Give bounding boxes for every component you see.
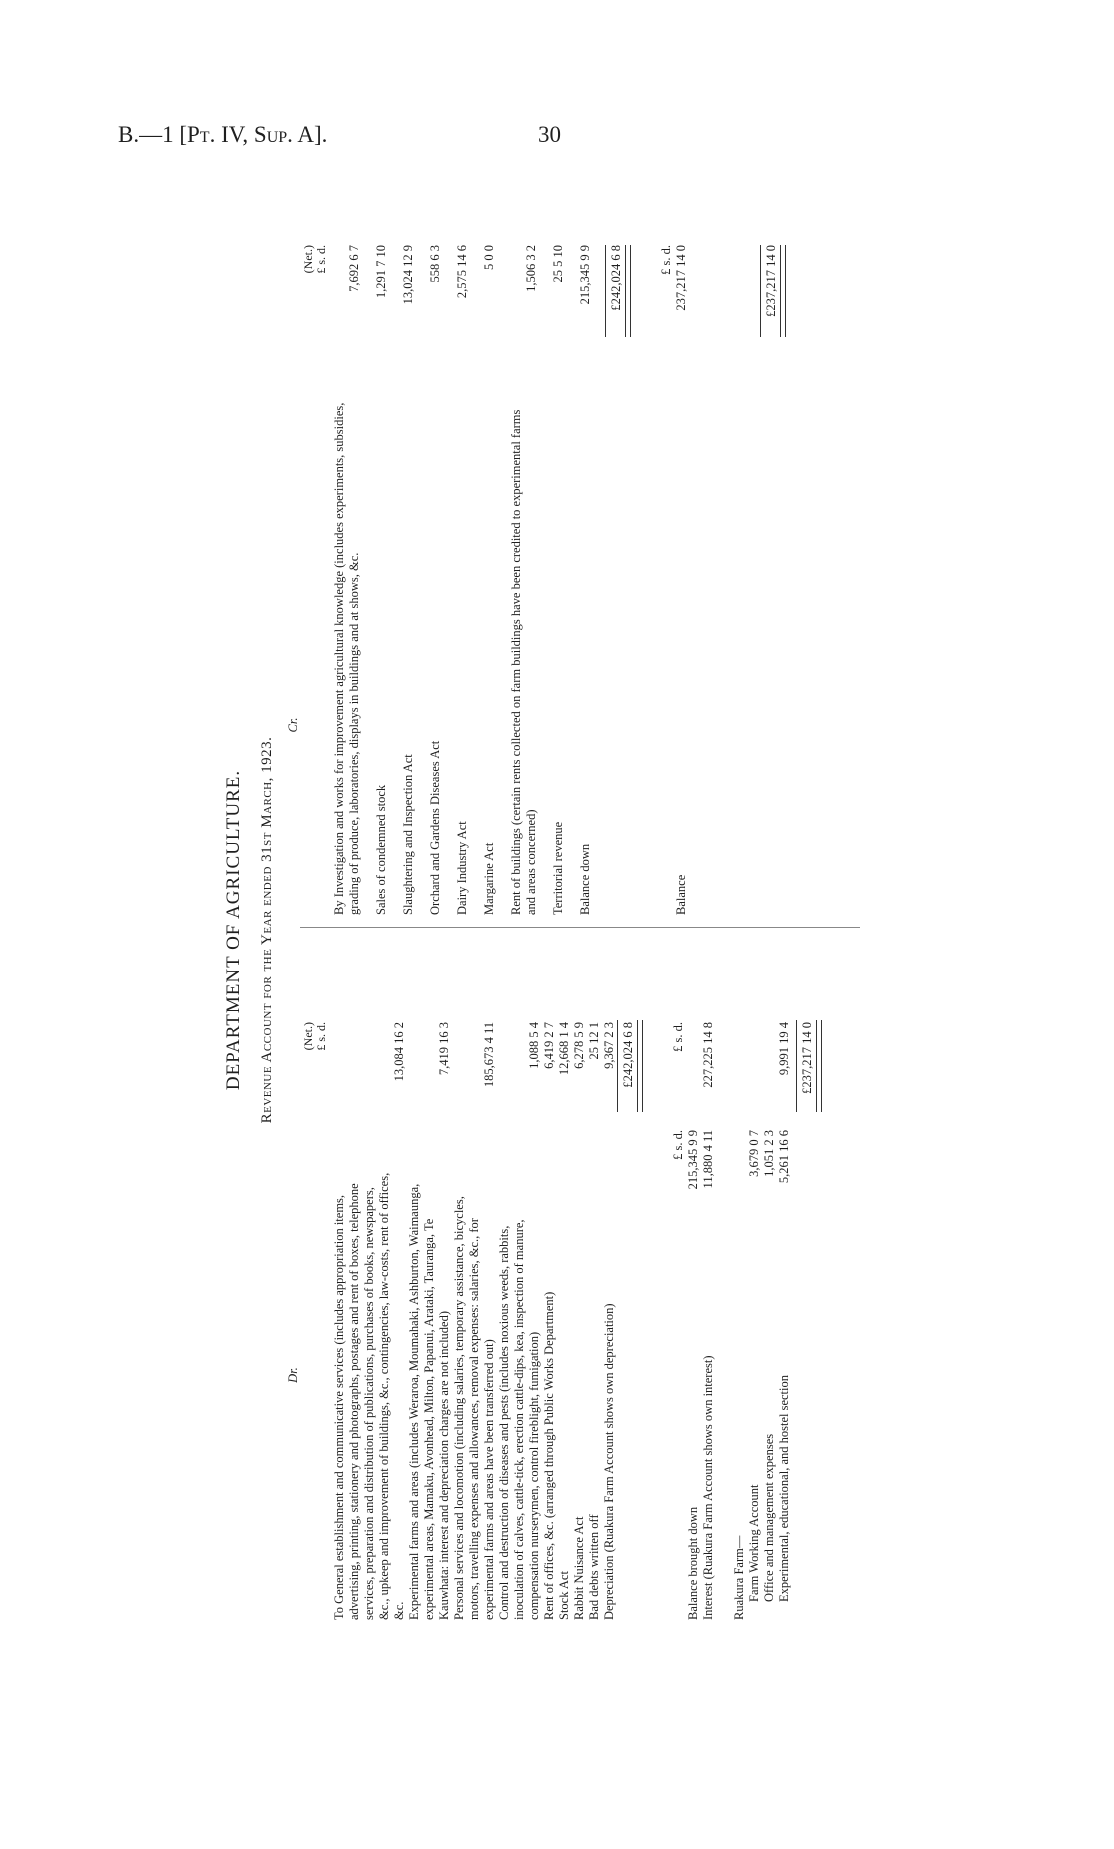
ref-mid: . IV, S — [209, 122, 267, 147]
row-net-amount: 13,024 12 9 — [401, 245, 415, 305]
debit-side — [286, 930, 816, 1620]
statement-row — [482, 235, 497, 915]
statement-row — [557, 930, 572, 1620]
row-net-amount: 25 5 10 — [551, 245, 565, 283]
row-net-amount: 13,084 16 2 — [392, 1022, 406, 1082]
credit-rows — [332, 235, 593, 915]
statement-row — [602, 930, 617, 1620]
cr-balance-desc: Balance — [674, 874, 688, 915]
row-description: Margarine Act — [482, 842, 496, 915]
row-net-amount: 215,345 9 9 — [578, 245, 592, 305]
statement-title: DEPARTMENT OF AGRICULTURE. — [223, 769, 244, 1091]
row-description: Rent of offices, &c. (arranged through Public Works Department) — [542, 1291, 556, 1620]
row-net-amount: 6,278 5 9 — [572, 1022, 586, 1069]
row-description: Office and management expenses — [762, 1433, 776, 1602]
row-description: Dairy Industry Act — [455, 821, 469, 915]
statement-row — [686, 930, 701, 1620]
statement-row — [578, 235, 593, 915]
row-description: Territorial revenue — [551, 821, 565, 915]
statement-row — [452, 930, 497, 1620]
credit-grand-total: £237,217 14 0 — [764, 245, 778, 317]
page-number: 30 — [538, 122, 561, 147]
credit-total-row — [605, 235, 625, 915]
row-description: Experimental, educational, and hostel section — [777, 1374, 791, 1602]
cr-total-rule — [605, 245, 606, 337]
debit-grand-total: £237,217 14 0 — [800, 1022, 814, 1094]
page-reference — [118, 122, 327, 148]
cr-grand-total-rule — [760, 245, 761, 337]
ruakura-heading — [732, 930, 747, 1620]
row-net-amount: 9,367 2 3 — [602, 1022, 616, 1069]
row-description: Balance down — [578, 843, 592, 915]
row-description: Stock Act — [557, 1571, 571, 1620]
statement-subtitle: Revenue Account for the Year ended 31st March, 1923. — [259, 736, 275, 1124]
row-description: Farm Working Account — [747, 1484, 761, 1602]
grand-total-double-rule — [816, 1020, 822, 1112]
statement-row — [374, 235, 389, 915]
row-description: Sales of condemned stock — [374, 784, 388, 915]
row-net-amount: 227,225 14 8 — [701, 1022, 715, 1088]
row-sub-amount: 5,261 16 6 — [777, 1130, 791, 1184]
row-description: Experimental farms and areas (includes Weraroa, Moumahaki, Ashburton, Waimaunga, experimental areas, Mamaku, Avonhead, Milton, Papanui, Arataki, Tauranga, Te Kauwhata: interest and depreciation charges are not included) — [407, 1183, 451, 1620]
cr-total-double-rule — [625, 245, 631, 337]
row-description: Rabbit Nuisance Act — [572, 1516, 586, 1620]
debit-heading: Dr. — [286, 1367, 300, 1383]
row-net-amount: 12,668 1 4 — [557, 1022, 571, 1076]
balance-col-head-sub: £ s. d. — [671, 1130, 685, 1160]
statement-row — [762, 930, 777, 1620]
row-net-amount: 25 12 1 — [587, 1022, 601, 1060]
statement-row — [428, 235, 443, 915]
statement-row — [701, 930, 716, 1620]
row-net-amount: 1,291 7 10 — [374, 245, 388, 299]
statement-row — [572, 930, 587, 1620]
row-description: Bad debts written off — [587, 1514, 601, 1620]
debit-total: £242,024 6 8 — [621, 1022, 635, 1088]
row-description: Depreciation (Ruakura Farm Account shows own depreciation) — [602, 1303, 616, 1620]
cr-balance-col-head: £ s. d. — [659, 245, 673, 275]
row-net-amount: 6,419 2 7 — [542, 1022, 556, 1069]
row-description: Orchard and Gardens Diseases Act — [428, 740, 442, 915]
row-description: Interest (Ruakura Farm Account shows own interest) — [701, 1355, 715, 1620]
cr-grand-total-double-rule — [780, 245, 786, 337]
row-description: Control and destruction of diseases and pests (includes noxious weeds, rabbits, inoculation of calves, cattle-tick, erection cattle-dips, kea, inspection of manure, compensation nurserymen, control fireblight, fumigation) — [497, 1219, 541, 1620]
cr-balance-net: 237,217 14 0 — [674, 245, 688, 311]
statement-row — [332, 930, 407, 1620]
row-description: Personal services and locomotion (including salaries, temporary assistance, bicycles, motors, travelling expenses and allowances, removal expenses: salaries, &c., for experimental farms and areas have been transferred out) — [452, 1196, 496, 1620]
row-net-amount: 7,419 16 3 — [437, 1022, 451, 1076]
row-description: Balance brought down — [686, 1506, 700, 1620]
statement-row — [587, 930, 602, 1620]
statement-row — [509, 235, 539, 915]
statement-row — [747, 930, 762, 1620]
row-net-amount: 185,673 4 11 — [482, 1022, 496, 1088]
row-net-amount: 1,506 3 2 — [524, 245, 538, 292]
row-net-amount: 9,991 19 4 — [777, 1022, 791, 1076]
statement-row — [401, 235, 416, 915]
column-divider — [300, 927, 860, 928]
statement-row — [777, 930, 792, 1620]
row-sub-amount: 215,345 9 9 — [686, 1130, 700, 1190]
balance-col-head-net: £ s. d. — [671, 1022, 685, 1052]
statement-row — [455, 235, 470, 915]
net-column-head: (Net.) £ s. d. — [301, 1022, 328, 1051]
debit-grand-total-row — [792, 930, 816, 1620]
revenue-statement — [220, 230, 860, 1630]
row-description: Slaughtering and Inspection Act — [401, 754, 415, 915]
row-net-amount: 7,692 6 7 — [347, 245, 361, 292]
credit-balance-row — [674, 235, 690, 915]
row-net-amount: 5 0 0 — [482, 245, 496, 270]
total-double-rule — [637, 1020, 643, 1112]
credit-column-head — [302, 235, 332, 915]
debit-rows — [332, 930, 617, 1620]
total-rule — [617, 1020, 618, 1112]
debit-balance-rows — [686, 930, 716, 1620]
debit-column-head — [302, 930, 332, 1620]
credit-heading: Cr. — [286, 717, 300, 733]
credit-balance-col-head — [659, 235, 674, 915]
statement-row — [407, 930, 452, 1620]
statement-row — [332, 235, 362, 915]
statement-row — [497, 930, 542, 1620]
ref-t: t — [199, 122, 210, 147]
credit-grand-total-row — [756, 235, 780, 915]
row-description: To General establishment and communicative services (includes appropriation items, advertising, printing, stationery and photographs, postages and rent of boxes, telephone services, preparation and distribution of publications, purchases of books, newspapers, &c., upkeep and improvement of buildings, &c., contingencies, law-costs, rent of offices, &c. — [332, 1172, 406, 1620]
ruakura-rows — [747, 930, 792, 1620]
row-net-amount: 558 6 3 — [428, 245, 442, 283]
cr-net-column-head: (Net.) £ s. d. — [301, 245, 328, 274]
row-sub-amount: 11,880 4 11 — [701, 1130, 715, 1189]
row-description: Rent of buildings (certain rents collected on farm buildings have been credited to experimental farms and areas concerned) — [509, 409, 538, 915]
debit-balance-col-head — [671, 930, 686, 1620]
ref-prefix: B.—1 [P — [118, 122, 200, 147]
grand-total-rule — [796, 1020, 797, 1112]
row-sub-amount: 3,679 0 7 — [747, 1130, 761, 1177]
debit-total-row — [617, 930, 637, 1620]
credit-side — [286, 235, 780, 915]
ref-up: up — [266, 122, 288, 147]
row-net-amount: 1,088 5 4 — [527, 1022, 541, 1069]
ref-suffix: . A]. — [287, 122, 328, 147]
ruakura-heading-text: Ruakura Farm— — [732, 1535, 746, 1620]
row-sub-amount: 1,051 2 3 — [762, 1130, 776, 1177]
credit-total: £242,024 6 8 — [609, 245, 623, 311]
statement-row — [542, 930, 557, 1620]
statement-row — [551, 235, 566, 915]
row-description: By Investigation and works for improvement agricultural knowledge (includes experiments, subsidies, grading of produce, laboratories, displays in buildings and at shows, &c. — [332, 402, 361, 915]
row-net-amount: 2,575 14 6 — [455, 245, 469, 299]
